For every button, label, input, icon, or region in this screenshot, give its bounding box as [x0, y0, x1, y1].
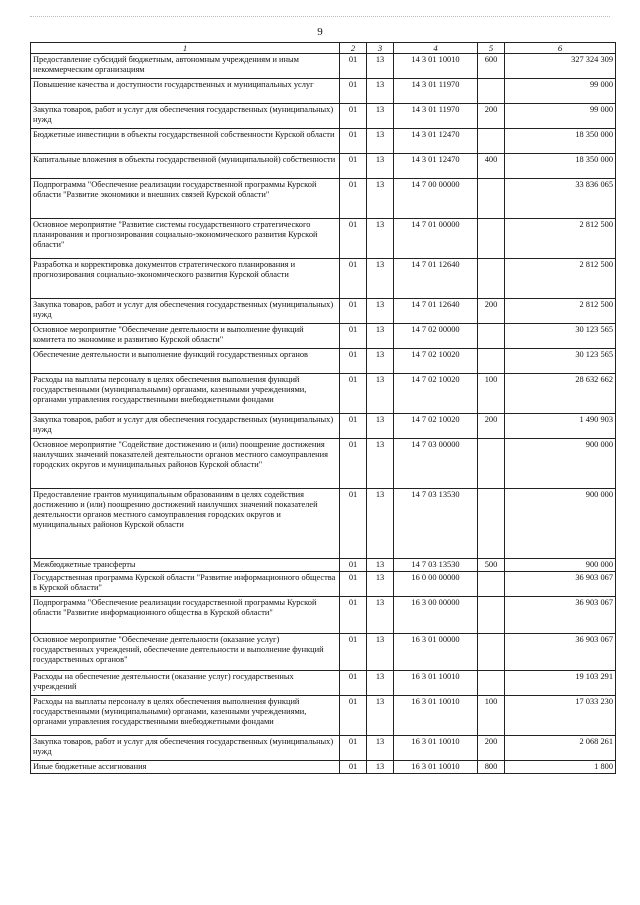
table-row: [31, 736, 616, 761]
row-section-cell: 01: [340, 634, 367, 671]
row-subsection-cell: 13: [367, 79, 394, 104]
row-amount-cell: 17 033 230: [505, 696, 616, 736]
table-row: [31, 696, 616, 736]
row-expense-type-cell: [478, 597, 505, 634]
header-cell-expense-type: 5: [478, 43, 505, 54]
row-section-cell: 01: [340, 324, 367, 349]
row-expense-type-cell: 200: [478, 414, 505, 439]
row-amount-cell: 19 103 291: [505, 671, 616, 696]
table-row: [31, 259, 616, 299]
row-name-cell: Расходы на выплаты персоналу в целях обеспечения выполнения функций государственными (муниципальными) органами, казенными учреждениями, органами управления государственными внебюджетными фондами: [31, 374, 340, 414]
table-row: [31, 154, 616, 179]
row-name-cell: Закупка товаров, работ и услуг для обеспечения государственных (муниципальных) нужд: [31, 299, 340, 324]
row-subsection-cell: 13: [367, 671, 394, 696]
row-expense-type-cell: 100: [478, 374, 505, 414]
row-target-article-cell: 14 7 02 10020: [394, 349, 478, 374]
row-expense-type-cell: [478, 259, 505, 299]
row-name-cell: Расходы на обеспечение деятельности (оказание услуг) государственных учреждений: [31, 671, 340, 696]
row-amount-cell: 36 903 067: [505, 572, 616, 597]
row-amount-cell: 28 632 662: [505, 374, 616, 414]
row-target-article-cell: 16 3 01 10010: [394, 736, 478, 761]
scan-artifact-line: [30, 16, 610, 19]
row-subsection-cell: 13: [367, 761, 394, 774]
row-name-cell: Основное мероприятие "Обеспечение деятельности (оказание услуг) государственных учреждений, обеспечение деятельности и выполнение функций государственных органов": [31, 634, 340, 671]
budget-table: [30, 42, 616, 774]
row-expense-type-cell: 200: [478, 736, 505, 761]
row-amount-cell: 900 000: [505, 489, 616, 559]
row-section-cell: 01: [340, 154, 367, 179]
row-amount-cell: 36 903 067: [505, 597, 616, 634]
table-row: [31, 324, 616, 349]
row-target-article-cell: 16 3 01 10010: [394, 671, 478, 696]
header-cell-target-article: 4: [394, 43, 478, 54]
header-cell-section: 2: [340, 43, 367, 54]
row-target-article-cell: 14 3 01 10010: [394, 54, 478, 79]
table-row: [31, 634, 616, 671]
row-amount-cell: 33 836 065: [505, 179, 616, 219]
row-subsection-cell: 13: [367, 736, 394, 761]
row-name-cell: Разработка и корректировка документов стратегического планирования и прогнозирования социально-экономического развития Курской области: [31, 259, 340, 299]
row-subsection-cell: 13: [367, 219, 394, 259]
header-row: [31, 43, 616, 54]
table-row: [31, 439, 616, 489]
row-section-cell: 01: [340, 129, 367, 154]
row-expense-type-cell: [478, 349, 505, 374]
page-number: 9: [317, 26, 323, 38]
row-section-cell: 01: [340, 54, 367, 79]
row-amount-cell: 18 350 000: [505, 154, 616, 179]
row-section-cell: 01: [340, 489, 367, 559]
row-amount-cell: 30 123 565: [505, 324, 616, 349]
row-amount-cell: 900 000: [505, 559, 616, 572]
row-subsection-cell: 13: [367, 489, 394, 559]
row-subsection-cell: 13: [367, 559, 394, 572]
row-name-cell: Подпрограмма "Обеспечение реализации государственной программы Курской области "Развитие экономики и внешних связей Курской области": [31, 179, 340, 219]
row-expense-type-cell: [478, 179, 505, 219]
row-subsection-cell: 13: [367, 324, 394, 349]
row-subsection-cell: 13: [367, 439, 394, 489]
header-cell-amount: 6: [505, 43, 616, 54]
row-section-cell: 01: [340, 439, 367, 489]
row-expense-type-cell: [478, 671, 505, 696]
row-name-cell: Иные бюджетные ассигнования: [31, 761, 340, 774]
row-name-cell: Подпрограмма "Обеспечение реализации государственной программы Курской области "Развитие информационного общества в Курской области": [31, 597, 340, 634]
row-section-cell: 01: [340, 104, 367, 129]
row-name-cell: Закупка товаров, работ и услуг для обеспечения государственных (муниципальных) нужд: [31, 736, 340, 761]
row-section-cell: 01: [340, 671, 367, 696]
row-name-cell: Расходы на выплаты персоналу в целях обеспечения выполнения функций государственными (муниципальными) органами, казенными учреждениями, органами управления государственными внебюджетными фондами: [31, 696, 340, 736]
row-name-cell: Капитальные вложения в объекты государственной (муниципальной) собственности: [31, 154, 340, 179]
row-section-cell: 01: [340, 761, 367, 774]
row-subsection-cell: 13: [367, 634, 394, 671]
table-row: [31, 671, 616, 696]
table-row: [31, 572, 616, 597]
row-section-cell: 01: [340, 572, 367, 597]
row-name-cell: Основное мероприятие "Содействие достижению и (или) поощрение достижения наилучших значений показателей деятельности органов местного самоуправления городских округов и муниципальных районов Курской области": [31, 439, 340, 489]
row-target-article-cell: 14 3 01 11970: [394, 104, 478, 129]
row-subsection-cell: 13: [367, 154, 394, 179]
row-expense-type-cell: [478, 79, 505, 104]
row-amount-cell: 30 123 565: [505, 349, 616, 374]
row-expense-type-cell: [478, 324, 505, 349]
row-expense-type-cell: [478, 489, 505, 559]
row-subsection-cell: 13: [367, 349, 394, 374]
row-target-article-cell: 14 3 01 12470: [394, 154, 478, 179]
row-subsection-cell: 13: [367, 259, 394, 299]
row-expense-type-cell: [478, 219, 505, 259]
row-subsection-cell: 13: [367, 104, 394, 129]
row-target-article-cell: 14 7 02 10020: [394, 374, 478, 414]
table-row: [31, 489, 616, 559]
row-amount-cell: 2 068 261: [505, 736, 616, 761]
row-expense-type-cell: [478, 129, 505, 154]
row-section-cell: 01: [340, 179, 367, 219]
row-amount-cell: 1 800: [505, 761, 616, 774]
row-amount-cell: 2 812 500: [505, 259, 616, 299]
row-section-cell: 01: [340, 79, 367, 104]
row-expense-type-cell: 100: [478, 696, 505, 736]
row-expense-type-cell: 800: [478, 761, 505, 774]
row-target-article-cell: 14 7 01 12640: [394, 259, 478, 299]
row-target-article-cell: 16 0 00 00000: [394, 572, 478, 597]
row-name-cell: Повышение качества и доступности государственных и муниципальных услуг: [31, 79, 340, 104]
table-row: [31, 219, 616, 259]
row-subsection-cell: 13: [367, 374, 394, 414]
row-target-article-cell: 14 3 01 11970: [394, 79, 478, 104]
row-subsection-cell: 13: [367, 129, 394, 154]
table-row: [31, 761, 616, 774]
table-row: [31, 374, 616, 414]
row-target-article-cell: 14 3 01 12470: [394, 129, 478, 154]
row-amount-cell: 2 812 500: [505, 219, 616, 259]
row-target-article-cell: 14 7 02 10020: [394, 414, 478, 439]
table-row: [31, 179, 616, 219]
row-section-cell: 01: [340, 349, 367, 374]
row-target-article-cell: 14 7 03 13530: [394, 559, 478, 572]
row-section-cell: 01: [340, 559, 367, 572]
row-name-cell: Межбюджетные трансферты: [31, 559, 340, 572]
row-expense-type-cell: 500: [478, 559, 505, 572]
row-target-article-cell: 14 7 00 00000: [394, 179, 478, 219]
row-expense-type-cell: [478, 634, 505, 671]
row-subsection-cell: 13: [367, 696, 394, 736]
row-section-cell: 01: [340, 219, 367, 259]
row-name-cell: Бюджетные инвестиции в объекты государственной собственности Курской области: [31, 129, 340, 154]
row-amount-cell: 36 903 067: [505, 634, 616, 671]
table-row: [31, 54, 616, 79]
row-section-cell: 01: [340, 696, 367, 736]
row-name-cell: Предоставление грантов муниципальным образованиям в целях содействия достижению и (или) поощрению достижений наилучших значений показателей деятельности органов местного самоуправления городских округов и муниципальных районов Курской области: [31, 489, 340, 559]
row-subsection-cell: 13: [367, 414, 394, 439]
row-section-cell: 01: [340, 736, 367, 761]
row-target-article-cell: 16 3 01 10010: [394, 761, 478, 774]
row-section-cell: 01: [340, 597, 367, 634]
row-target-article-cell: 14 7 03 00000: [394, 439, 478, 489]
row-expense-type-cell: 200: [478, 104, 505, 129]
row-name-cell: Предоставление субсидий бюджетным, автономным учреждениям и иным некоммерческим организациям: [31, 54, 340, 79]
row-name-cell: Закупка товаров, работ и услуг для обеспечения государственных (муниципальных) нужд: [31, 104, 340, 129]
row-section-cell: 01: [340, 259, 367, 299]
row-amount-cell: 18 350 000: [505, 129, 616, 154]
row-expense-type-cell: [478, 572, 505, 597]
row-target-article-cell: 16 3 01 00000: [394, 634, 478, 671]
row-name-cell: Закупка товаров, работ и услуг для обеспечения государственных (муниципальных) нужд: [31, 414, 340, 439]
row-amount-cell: 99 000: [505, 79, 616, 104]
row-target-article-cell: 16 3 01 10010: [394, 696, 478, 736]
row-name-cell: Основное мероприятие "Обеспечение деятельности и выполнение функций комитета по экономике и развитию Курской области": [31, 324, 340, 349]
row-subsection-cell: 13: [367, 179, 394, 219]
row-amount-cell: 900 000: [505, 439, 616, 489]
row-amount-cell: 327 324 309: [505, 54, 616, 79]
table-row: [31, 299, 616, 324]
row-target-article-cell: 14 7 01 12640: [394, 299, 478, 324]
row-target-article-cell: 14 7 01 00000: [394, 219, 478, 259]
row-subsection-cell: 13: [367, 54, 394, 79]
row-subsection-cell: 13: [367, 572, 394, 597]
row-subsection-cell: 13: [367, 299, 394, 324]
table-row: [31, 79, 616, 104]
table-row: [31, 349, 616, 374]
row-expense-type-cell: [478, 439, 505, 489]
header-cell-name: 1: [31, 43, 340, 54]
row-name-cell: Государственная программа Курской области "Развитие информационного общества в Курской области": [31, 572, 340, 597]
header-cell-subsection: 3: [367, 43, 394, 54]
row-name-cell: Обеспечение деятельности и выполнение функций государственных органов: [31, 349, 340, 374]
row-name-cell: Основное мероприятие "Развитие системы государственного стратегического планирования и прогнозирования социально-экономического развития Курской области": [31, 219, 340, 259]
table-row: [31, 104, 616, 129]
row-section-cell: 01: [340, 299, 367, 324]
row-amount-cell: 99 000: [505, 104, 616, 129]
table-row: [31, 414, 616, 439]
row-expense-type-cell: 400: [478, 154, 505, 179]
row-section-cell: 01: [340, 414, 367, 439]
table-row: [31, 559, 616, 572]
row-target-article-cell: 14 7 03 13530: [394, 489, 478, 559]
row-target-article-cell: 14 7 02 00000: [394, 324, 478, 349]
row-section-cell: 01: [340, 374, 367, 414]
row-amount-cell: 2 812 500: [505, 299, 616, 324]
row-target-article-cell: 16 3 00 00000: [394, 597, 478, 634]
table-row: [31, 129, 616, 154]
table-row: [31, 597, 616, 634]
row-expense-type-cell: 200: [478, 299, 505, 324]
row-subsection-cell: 13: [367, 597, 394, 634]
row-expense-type-cell: 600: [478, 54, 505, 79]
row-amount-cell: 1 490 903: [505, 414, 616, 439]
